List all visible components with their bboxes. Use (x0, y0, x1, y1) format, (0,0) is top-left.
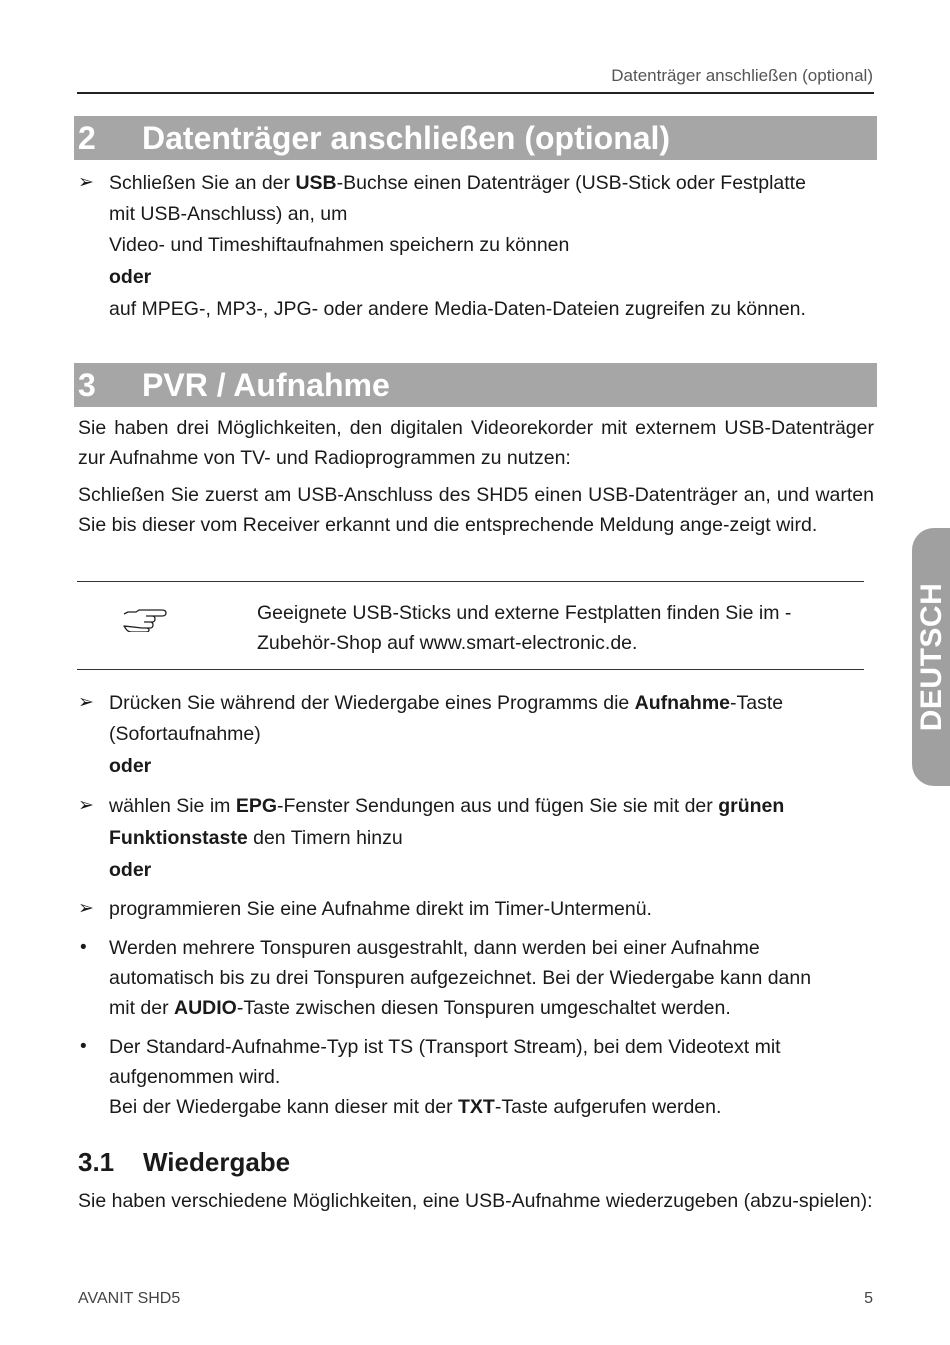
section-title: Datenträger anschließen (optional) (142, 120, 671, 156)
arrow-bullet-marker: ➢ (78, 898, 94, 919)
text-line: mit der AUDIO-Taste zwischen diesen Tonspuren umgeschaltet werden. (109, 997, 731, 1019)
paragraph: Sie haben drei Möglichkeiten, den digitalen Videorekorder mit externem USB-Datenträger zur Aufnahme von TV- und Radioprogrammen zu nutzen: (78, 417, 874, 469)
text-line: automatisch bis zu drei Tonspuren aufgezeichnet. Bei der Wiedergabe kann dann (109, 967, 812, 989)
text-line: Drücken Sie während der Wiedergabe eines Programms die Aufnahme-Taste (109, 692, 784, 714)
note-line: Zubehör-Shop auf www.smart-electronic.de. (257, 632, 638, 654)
text-line: mit USB-Anschluss) an, um (109, 203, 348, 225)
dot-bullet-marker: • (80, 1036, 87, 1057)
subsection-number: 3.1 (78, 1147, 115, 1177)
section-number: 3 (78, 367, 96, 403)
running-header: Datenträger anschließen (optional) (611, 66, 873, 85)
arrow-bullet-marker: ➢ (78, 795, 94, 816)
pointing-hand-icon (122, 608, 168, 632)
text-line: Schließen Sie an der USB-Buchse einen Datenträger (USB-Stick oder Festplatte (109, 172, 806, 194)
section-3-heading (74, 363, 877, 407)
dot-bullet-marker: • (80, 937, 87, 958)
text-line: programmieren Sie eine Aufnahme direkt im Timer-Untermenü. (109, 898, 652, 920)
text-line: wählen Sie im EPG-Fenster Sendungen aus und fügen Sie sie mit der grünen (109, 795, 785, 817)
paragraph: Schließen Sie zuerst am USB-Anschluss des SHD5 einen USB-Datenträger an, und warten Sie bis dieser vom Receiver erkannt und die entsprechende Meldung ange-zeigt wird. (78, 484, 874, 536)
language-side-tab (912, 528, 950, 786)
paragraph: Sie haben verschiedene Möglichkeiten, eine USB-Aufnahme wiederzugeben (abzu-spielen): (78, 1190, 873, 1212)
note-rule-bottom (77, 669, 864, 670)
page-number: 5 (864, 1290, 873, 1307)
footer-product-name: AVANIT SHD5 (78, 1290, 181, 1307)
section-number: 2 (78, 120, 96, 156)
text-line: Funktionstaste den Timern hinzu (109, 827, 403, 849)
note-line: Geeignete USB-Sticks und externe Festplatten finden Sie im - (257, 602, 792, 624)
text-line: auf MPEG-, MP3-, JPG- oder andere Media-Daten-Dateien zugreifen zu können. (109, 298, 806, 320)
subsection-title: Wiedergabe (143, 1147, 291, 1177)
note-rule-top (77, 581, 864, 582)
text-line: Der Standard-Aufnahme-Typ ist TS (Transport Stream), bei dem Videotext mit (109, 1036, 781, 1058)
section-2-heading (74, 116, 877, 160)
subsection-3-1-heading (78, 1146, 291, 1178)
language-tab-label: DEUTSCH (915, 582, 948, 732)
text-line: aufgenommen wird. (109, 1066, 281, 1088)
text-line: oder (109, 755, 152, 777)
arrow-bullet-marker: ➢ (78, 692, 94, 713)
text-line: (Sofortaufnahme) (109, 723, 261, 745)
text-line: oder (109, 859, 152, 881)
text-line: Werden mehrere Tonspuren ausgestrahlt, dann werden bei einer Aufnahme (109, 937, 760, 959)
header-rule (77, 92, 874, 94)
text-line: Video- und Timeshiftaufnahmen speichern zu können (109, 234, 570, 256)
section-title: PVR / Aufnahme (142, 367, 390, 403)
text-line: Bei der Wiedergabe kann dieser mit der TXT-Taste aufgerufen werden. (109, 1096, 722, 1118)
text-line: oder (109, 266, 152, 288)
arrow-bullet-marker: ➢ (78, 172, 94, 193)
